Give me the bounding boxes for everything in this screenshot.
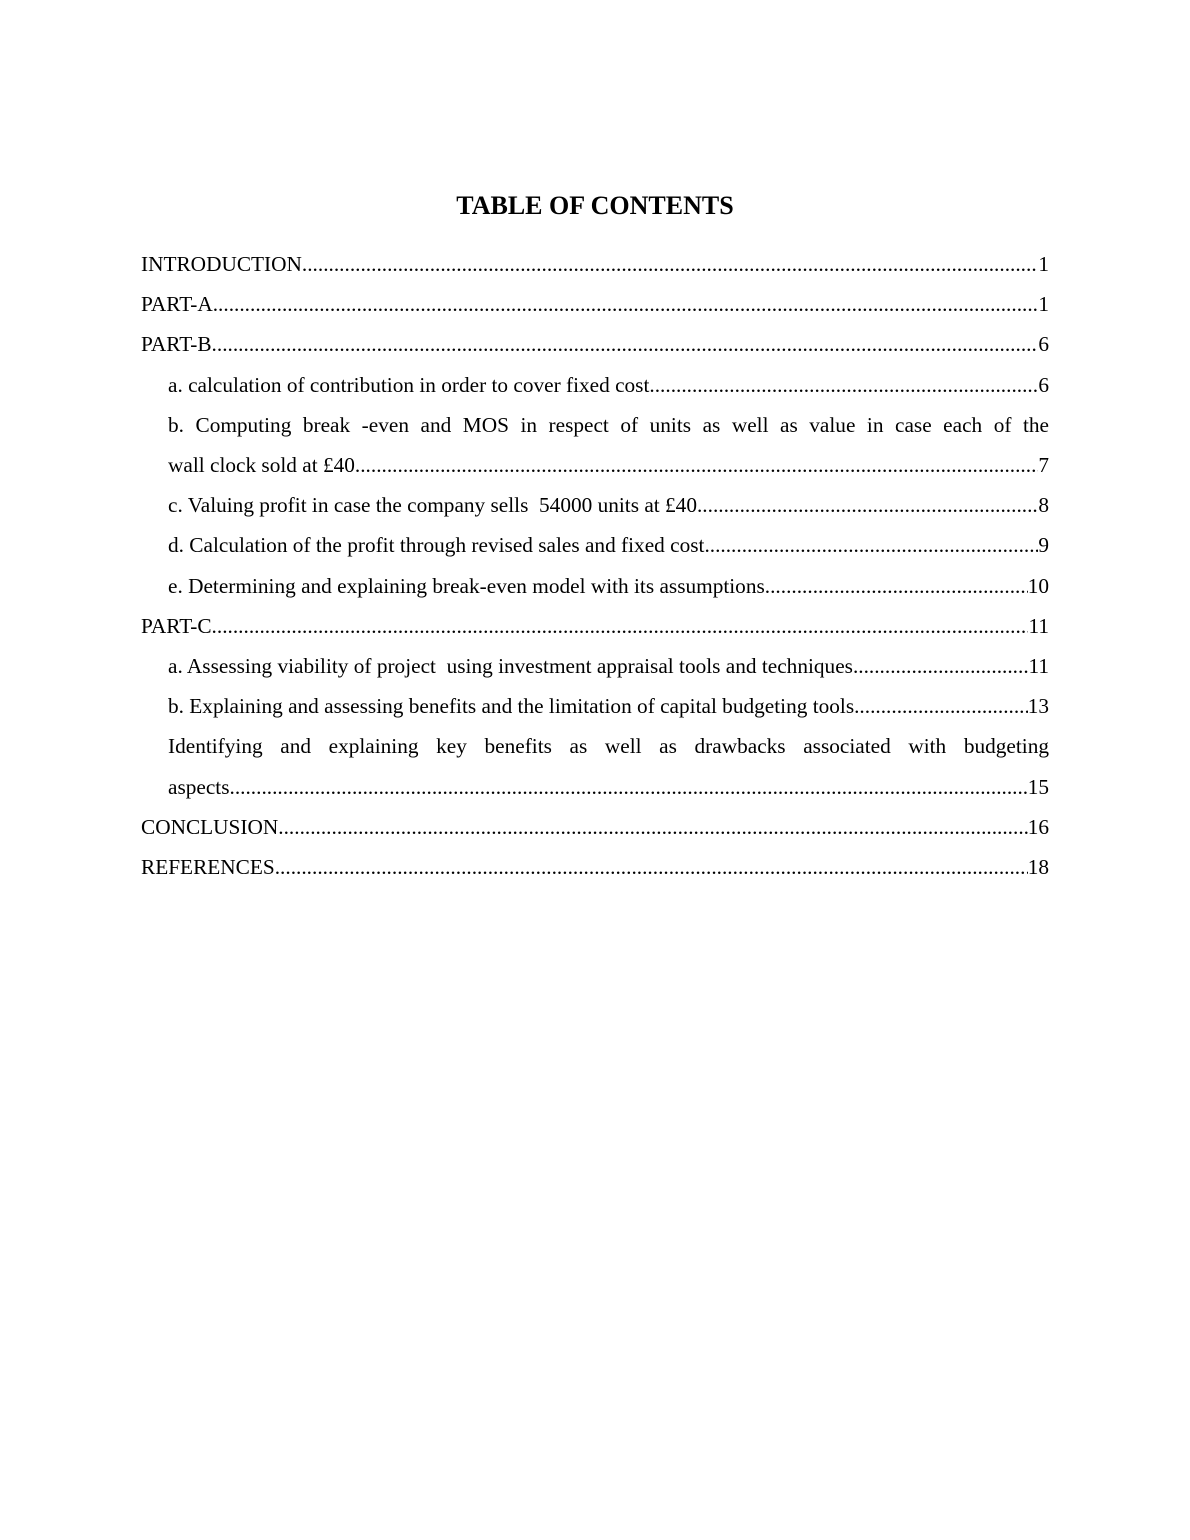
toc-entry-text: d. Calculation of the profit through revised sales and fixed cost — [168, 533, 705, 558]
dot-leader — [355, 445, 1038, 485]
toc-entry-part-c[interactable] — [141, 606, 1049, 646]
toc-entry-part-b-c[interactable] — [141, 485, 1049, 525]
toc-entry-part-b-a[interactable] — [141, 365, 1049, 405]
toc-entry-text: PART-B — [141, 332, 212, 357]
toc-page-number: 7 — [1038, 453, 1049, 478]
toc-entry-text: e. Determining and explaining break-even model with its assumptions — [168, 573, 765, 598]
toc-page-number: 8 — [1038, 493, 1049, 518]
toc-entry-introduction[interactable] — [141, 244, 1049, 284]
dot-leader — [230, 767, 1028, 807]
toc-entry-part-b-b[interactable] — [141, 405, 1049, 485]
toc-entry-text: PART-A — [141, 292, 213, 317]
dot-leader — [212, 324, 1039, 364]
dot-leader — [302, 244, 1038, 284]
toc-entry-part-c-identifying[interactable] — [141, 726, 1049, 806]
dot-leader — [212, 606, 1029, 646]
toc-entry-part-c-a[interactable] — [141, 646, 1049, 686]
toc-page-number: 1 — [1038, 292, 1049, 317]
toc-entry-text: CONCLUSION — [141, 814, 279, 839]
toc-entry-conclusion[interactable] — [141, 807, 1049, 847]
toc-entry-part-b[interactable] — [141, 324, 1049, 364]
dot-leader — [704, 525, 1038, 565]
toc-entry-text-line1: b. Computing break -even and MOS in respect of units as well as value in case each of the — [168, 412, 1049, 437]
toc-entry-text: INTRODUCTION — [141, 252, 302, 276]
toc-page-number: 6 — [1038, 332, 1049, 357]
toc-entry-part-b-e[interactable] — [141, 566, 1049, 606]
toc-entry-text: REFERENCES — [141, 855, 275, 880]
toc-page-number: 9 — [1038, 533, 1049, 558]
dot-leader — [853, 646, 1029, 686]
dot-leader — [697, 485, 1038, 525]
toc-entry-text: b. Explaining and assessing benefits and the limitation of capital budgeting tools — [168, 694, 855, 719]
toc-page-number: 18 — [1027, 855, 1049, 880]
toc-entry-text-line2: wall clock sold at £40 — [168, 453, 355, 478]
toc-list — [141, 244, 1049, 887]
toc-entry-part-b-d[interactable] — [141, 525, 1049, 565]
dot-leader — [649, 365, 1038, 405]
dot-leader — [854, 686, 1028, 726]
toc-page-number: 10 — [1027, 573, 1049, 598]
dot-leader — [213, 284, 1039, 324]
toc-page-number: 11 — [1028, 654, 1049, 679]
toc-entry-text: c. Valuing profit in case the company sells 54000 units at £40 — [168, 493, 697, 518]
dot-leader — [765, 566, 1028, 606]
toc-page-number: 6 — [1038, 372, 1049, 397]
toc-entry-text: PART-C — [141, 613, 212, 638]
toc-entry-text: a. calculation of contribution in order to cover fixed cost — [168, 372, 650, 397]
dot-leader — [275, 847, 1028, 887]
toc-page-number: 1 — [1038, 252, 1049, 276]
toc-entry-part-c-b[interactable] — [141, 686, 1049, 726]
toc-page-number: 11 — [1028, 613, 1049, 638]
toc-page-number: 15 — [1027, 774, 1049, 799]
toc-entry-text-line2: aspects — [168, 774, 230, 799]
toc-entry-text-line1: Identifying and explaining key benefits as well as drawbacks associated with budgeting — [168, 734, 1049, 759]
toc-entry-text: a. Assessing viability of project using investment appraisal tools and techniques — [168, 654, 853, 679]
toc-page-number: 13 — [1027, 694, 1049, 719]
dot-leader — [278, 807, 1027, 847]
toc-entry-references[interactable] — [141, 847, 1049, 887]
toc-title: TABLE OF CONTENTS — [456, 191, 734, 220]
toc-page-number: 16 — [1027, 814, 1049, 839]
toc-entry-part-a[interactable] — [141, 284, 1049, 324]
